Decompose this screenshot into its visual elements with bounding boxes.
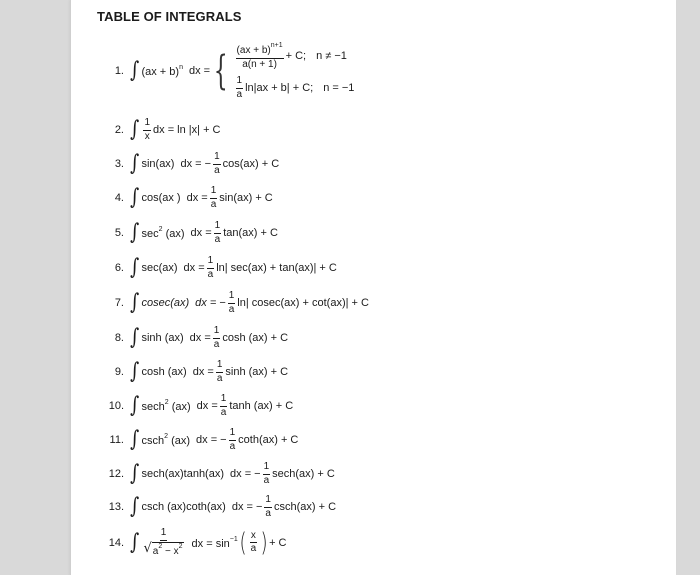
coefficient-fraction: $\frac{1}{a}$ (265, 494, 271, 519)
coefficient-fraction: $\frac{1}{a}$ (210, 185, 217, 210)
dx-equals: dx = − (196, 434, 227, 446)
right-paren-icon: ) (260, 527, 268, 558)
result: cos(ax) + C (222, 158, 280, 170)
integrand: sech$^2$ (ax) (141, 399, 191, 413)
item-number: 1. (114, 65, 124, 77)
radical-icon: √ (143, 540, 152, 556)
integral-sign-icon: ∫ (130, 494, 140, 519)
square-root: √ $a^2 - x^2$ (143, 540, 183, 557)
case-condition: n ≠ −1 (316, 50, 347, 62)
integrand: cosh (ax) (141, 366, 187, 378)
result: ln| cosec(ax) + cot(ax)| + C (237, 297, 369, 309)
dx-equals: dx = − (180, 158, 212, 170)
item-number: 12. (108, 468, 124, 480)
result: csch(ax) + C (273, 501, 337, 513)
dx-equals: dx = (188, 65, 211, 77)
dx-equals: dx = (186, 192, 208, 204)
integral-sign-icon: ∫ (130, 393, 140, 418)
item-number: 10. (108, 400, 124, 412)
integral-sign-icon: ∫ (130, 359, 140, 384)
dx-equals: dx = (183, 262, 205, 274)
dx-equals: dx = − (230, 468, 261, 480)
integral-4 (100, 186, 700, 210)
integral-13 (100, 495, 700, 519)
item-number: 5. (114, 227, 124, 239)
result: sin(ax) + C (219, 192, 273, 204)
piecewise-cases (234, 42, 355, 100)
item-number: 2. (114, 124, 124, 136)
integral-6 (100, 256, 700, 280)
integral-1 (100, 42, 700, 100)
case-n-minus-one: $\frac{1}{a}$ ln|ax + b| + C; n = −1 (236, 75, 355, 100)
argument-fraction: $\frac{x}{a}$ (250, 529, 257, 554)
integrand: cosec(ax) (141, 297, 190, 309)
integral-9 (100, 360, 700, 384)
dx-equals: dx = − (195, 297, 226, 309)
coefficient-fraction: $\frac{1}{a}$ (214, 220, 221, 245)
integral-sign-icon: ∫ (130, 185, 140, 210)
result: sinh (ax) + C (225, 366, 289, 378)
integrand: csch$^2$ (ax) (141, 433, 191, 447)
integral-sign-icon: ∫ (130, 529, 140, 555)
page-title: TABLE OF INTEGRALS (97, 9, 242, 24)
integrand: cos(ax ) (141, 192, 181, 204)
integrand-fraction: 1 √ $a^2 - x^2$ (143, 527, 183, 557)
coefficient-fraction: $\frac{1}{a}$ (229, 427, 236, 452)
integral-14 (100, 528, 700, 557)
item-number: 13. (108, 501, 124, 513)
integral-sign-icon: ∫ (130, 427, 140, 452)
dx-equals: dx = $\sin^{-1}$ (191, 535, 238, 550)
coefficient-fraction: $\frac{1}{a}$ (220, 393, 227, 418)
item-number: 8. (114, 332, 124, 344)
integrand: sech(ax)tanh(ax) (141, 468, 225, 480)
integral-8 (100, 326, 700, 350)
dx-equals: dx = − (231, 501, 263, 513)
integrand: sec(ax) (141, 262, 178, 274)
integrand: $\sec^2 (ax)$ (141, 226, 185, 240)
coefficient-fraction: $\frac{1}{a}$ (213, 325, 220, 350)
case-n-not-minus-one: $\frac{(ax + b)^{n+1}}{a(n + 1)}$ + C; n ≠ −1 (236, 42, 347, 70)
item-number: 14. (108, 536, 124, 549)
result: dx = ln |x| + C (153, 124, 221, 136)
integral-3 (100, 152, 700, 176)
coefficient-fraction: $\frac{1}{a}$ (207, 255, 214, 280)
item-number: 6. (114, 262, 124, 274)
integral-sign-icon: ∫ (130, 255, 140, 280)
coefficient-fraction: $\frac{1}{a}$ (228, 290, 235, 315)
integral-sign-icon: ∫ (130, 117, 140, 142)
integral-sign-icon: ∫ (130, 325, 140, 350)
integrand-fraction: $\frac{1}{x}$ (144, 117, 151, 142)
integrand: sinh (ax) (141, 332, 184, 344)
coefficient-fraction: $\frac{1}{a}$ (214, 151, 220, 176)
dx-equals: dx = (192, 366, 214, 378)
integral-sign-icon: ∫ (130, 461, 140, 486)
result: sech(ax) + C (272, 468, 335, 480)
integral-7 (100, 291, 700, 315)
result: tan(ax) + C (223, 227, 278, 239)
result: tanh (ax) + C (229, 400, 294, 412)
integral-2 (100, 118, 700, 142)
coefficient-fraction: $\frac{1}{a}$ (263, 461, 270, 486)
integral-sign-icon: ∫ (130, 58, 140, 83)
item-number: 4. (114, 192, 124, 204)
case-condition: n = −1 (323, 82, 355, 94)
integral-11 (100, 428, 700, 452)
integral-10 (100, 394, 700, 418)
item-number: 9. (114, 366, 124, 378)
dx-equals: dx = (196, 400, 218, 412)
integral-sign-icon: ∫ (130, 220, 140, 245)
result: cosh (ax) + C (222, 332, 289, 344)
coefficient-fraction: $\frac{1}{a}$ (216, 359, 223, 384)
integrand: csch (ax)coth(ax) (141, 501, 226, 513)
left-brace-icon: { (213, 48, 228, 94)
integral-12 (100, 462, 700, 486)
dx-equals: dx = (190, 227, 212, 239)
dx-equals: dx = (189, 332, 211, 344)
left-paren-icon: ( (239, 527, 247, 558)
result: + C (269, 536, 287, 549)
result: ln| sec(ax) + tan(ax)| + C (216, 262, 337, 274)
integrand: sin(ax) (141, 158, 175, 170)
integrand: (ax + b)$^n$ (141, 64, 183, 78)
integral-5 (100, 221, 700, 245)
result: coth(ax) + C (238, 434, 299, 446)
item-number: 3. (114, 158, 124, 170)
item-number: 11. (109, 434, 124, 446)
integral-sign-icon: ∫ (130, 151, 140, 176)
integral-sign-icon: ∫ (130, 290, 140, 315)
item-number: 7. (114, 297, 124, 309)
